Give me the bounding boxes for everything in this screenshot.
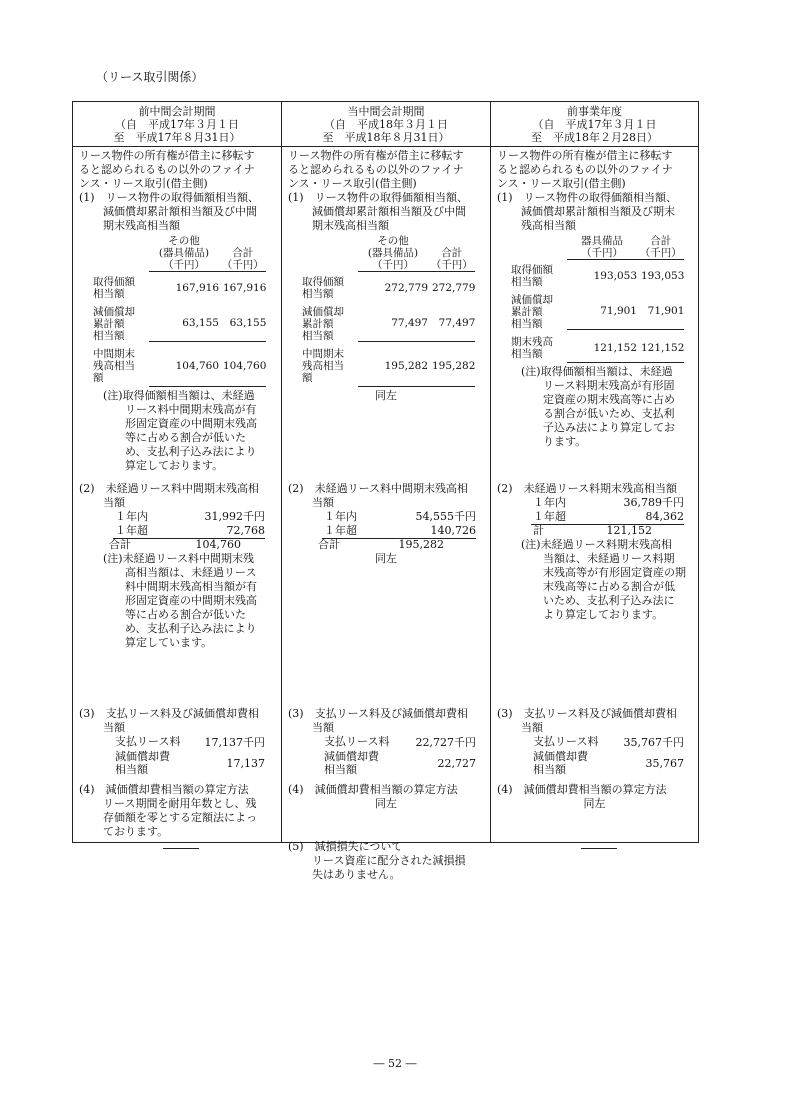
section-2 — [497, 482, 692, 622]
cost-table-head-line: 器具備品 — [581, 235, 623, 247]
section-3 — [497, 707, 692, 778]
balance-total-row — [288, 538, 484, 552]
none-dash — [581, 848, 617, 849]
payment-row — [288, 750, 484, 778]
period-from: （自 平成17年３月１日 — [532, 118, 657, 131]
note-1-line: リース料中間期末残高が有 — [125, 402, 257, 416]
period-from: （自 平成17年３月１日 — [115, 118, 239, 131]
balance-total-label: 合計 — [318, 538, 340, 551]
note-2 — [288, 552, 484, 566]
balance-row-label: １年内 — [324, 510, 357, 523]
note-2 — [79, 552, 275, 650]
s2-title: (2) 未経過リース料中間期末残高相 — [288, 482, 469, 495]
note-2-line: (注)未経過リース料期末残高相 — [521, 538, 673, 551]
payment-row — [79, 750, 275, 778]
cost-row-label-line: 累計額 — [302, 317, 334, 330]
note-1-line: 定資産の期末残高等に占め — [543, 392, 675, 406]
cost-row-label-line: 取得価額 — [511, 263, 553, 276]
payment-row-label — [324, 735, 389, 748]
s3-title: (3) 支払リース料及び減価償却費相 — [288, 707, 469, 720]
note-1-line: (注)取得価額相当額は、未経過 — [103, 388, 255, 402]
cost-table-row — [511, 294, 684, 330]
cost-row-label-line: 相当額 — [302, 287, 334, 300]
period-title: 前事業年度 — [567, 105, 622, 118]
balance-total-label: 合計 — [109, 538, 131, 551]
section-5 — [288, 840, 484, 882]
payment-row-label-line: 減価償却費 — [533, 750, 588, 763]
s1-title: (1) リース物件の取得価額相当額、 — [79, 191, 260, 204]
section-4 — [79, 783, 275, 839]
balance-total-label: 計 — [533, 524, 544, 537]
balance-total-value: 104,760 — [195, 538, 241, 551]
s4-body-line: ております。 — [103, 825, 169, 838]
cost-row-total-value: 167,916 — [223, 281, 267, 294]
cost-table-head-line: （千円） — [581, 247, 623, 259]
s2-title: 当額 — [103, 496, 125, 509]
cost-row-total-value: 77,497 — [428, 306, 475, 342]
intro-text: ると認められるもの以外のファイナ — [288, 163, 464, 176]
cost-table-head-total — [637, 235, 684, 260]
cost-row-total-value: 104,760 — [223, 359, 267, 372]
cost-row-label-line: 額 — [93, 371, 104, 384]
note-1-line: 算定しております。 — [125, 458, 224, 472]
cost-row-label — [302, 348, 358, 384]
balance-row — [288, 524, 484, 538]
note-1-line: 子込み法により算定してお — [543, 420, 675, 434]
intro-text: ンス・リース取引(借主側) — [497, 177, 626, 190]
cost-row-label — [302, 276, 358, 300]
s5-title: (5) 減損損失について — [288, 840, 403, 853]
period-from: （自 平成18年３月１日 — [324, 118, 448, 131]
note-2-line: 末残高等に占める割合が低 — [543, 580, 675, 593]
period-header — [491, 102, 698, 147]
note-2-line: いため、支払利子込み法に — [543, 594, 675, 607]
cost-row-label — [511, 336, 567, 360]
balance-row — [79, 510, 275, 524]
cost-table-end-rule — [149, 386, 219, 387]
note-1-line: 同左 — [375, 388, 397, 402]
cost-row-cat-value: 167,916 — [175, 281, 219, 294]
payment-row-label-line: 相当額 — [324, 763, 357, 776]
s2-title: (2) 未経過リース料期末残高相当額 — [497, 482, 678, 495]
cost-row-label-line: 相当額 — [511, 347, 543, 360]
payment-row-value: 22,727 — [437, 757, 476, 770]
column-prior-fiscal-year — [491, 102, 698, 842]
cost-table-row — [93, 348, 266, 384]
payment-row-label-line: 相当額 — [533, 763, 566, 776]
cost-table-head-line: 合計 — [232, 247, 254, 259]
cost-row-label-line: 残高相当 — [302, 359, 344, 372]
intro-text: ると認められるもの以外のファイナ — [79, 163, 255, 176]
payment-row-value: 17,137千円 — [204, 735, 265, 749]
cost-row-total-value: 121,152 — [641, 341, 685, 354]
cost-table-end-rule — [428, 386, 475, 387]
note-2-line: 形固定資産の中間期末残高 — [125, 594, 257, 607]
s2-title: 当額 — [312, 496, 334, 509]
s1-title: 期末残高相当額 — [103, 219, 180, 232]
cost-table — [79, 235, 275, 387]
note-2-line: より算定しております。 — [543, 608, 664, 621]
cost-row-label-line: 中間期末 — [93, 347, 135, 360]
s1-title: (1) リース物件の取得価額相当額、 — [288, 191, 469, 204]
cost-row-label-line: 取得価額 — [302, 275, 344, 288]
cost-table-head-line: 合計 — [650, 235, 672, 247]
balance-row — [497, 510, 692, 524]
payment-row-label — [115, 750, 170, 776]
cost-row-label-line: 中間期末 — [302, 347, 344, 360]
period-to: 至 平成17年８月31日） — [113, 131, 241, 144]
cost-table-row — [302, 276, 475, 300]
intro-text: リース物件の所有権が借主に移転す — [288, 149, 464, 162]
payment-row-label-line: 支払リース料 — [324, 735, 390, 748]
payment-row — [497, 735, 692, 750]
cost-table-grid — [511, 235, 684, 363]
s5-body-line: リース資産に配分された減損損 — [312, 854, 466, 867]
cost-row-total-value: 193,053 — [641, 269, 685, 282]
cost-table-head-line: （千円） — [639, 247, 682, 259]
s3-title: 当額 — [103, 721, 125, 734]
s1-title: 減価償却累計額相当額及び中間 — [103, 205, 257, 218]
period-header — [73, 102, 281, 147]
payment-row-label-line: 相当額 — [115, 763, 148, 776]
payment-row-value: 22,727千円 — [415, 735, 476, 749]
cost-table-head-line: (器具備品) — [367, 247, 419, 259]
cost-table-head-cat — [567, 235, 637, 260]
payment-row-label-line: 支払リース料 — [533, 735, 599, 748]
cost-row-label-line: 相当額 — [302, 329, 334, 342]
note-1-line: る割合が低いため、支払利 — [543, 406, 675, 420]
cost-table-grid — [93, 235, 266, 387]
balance-total-row — [79, 538, 275, 552]
cost-table-grid — [302, 235, 475, 387]
period-to: 至 平成18年２月28日） — [531, 131, 658, 144]
cost-table — [497, 235, 692, 363]
cost-table-head-line: （千円） — [430, 259, 473, 271]
payment-row-label — [533, 750, 588, 776]
period-header — [282, 102, 490, 147]
balance-row-value: 84,362 — [645, 510, 684, 523]
section-2 — [79, 482, 275, 650]
note-1-line: 等に占める割合が低いた — [125, 430, 246, 444]
section-2 — [288, 482, 484, 566]
payment-row-value: 17,137 — [226, 757, 265, 770]
cost-table-head-line: (器具備品) — [158, 247, 210, 259]
balance-row — [288, 510, 484, 524]
note-1-line: リース料期末残高が有形固 — [543, 378, 675, 392]
balance-total-row — [497, 524, 692, 538]
note-2-line: 高相当額は、未経過リース — [125, 566, 257, 579]
balance-row — [497, 496, 692, 510]
cost-row-label — [511, 264, 567, 288]
payment-row-label — [324, 750, 379, 776]
balance-row-value: 31,992千円 — [204, 510, 265, 523]
cost-row-cat-value: 195,282 — [384, 359, 428, 372]
payment-row-value: 35,767 — [645, 757, 684, 770]
cost-table-row — [93, 306, 266, 342]
s1-title: 残高相当額 — [521, 219, 576, 232]
note-1 — [497, 365, 692, 449]
none-dash — [163, 848, 199, 849]
cost-table-head-line: その他 — [168, 235, 200, 247]
cost-table-end-rule — [637, 362, 684, 363]
period-to: 至 平成18年８月31日） — [322, 131, 450, 144]
cost-row-label-line: 期末残高 — [511, 335, 553, 348]
cost-row-label-line: 相当額 — [93, 329, 125, 342]
note-2-line: 当額は、未経過リース料期 — [543, 552, 675, 565]
cost-row-label-line: 減価償却 — [511, 293, 553, 306]
column-body — [491, 147, 698, 810]
payment-row-label-line: 支払リース料 — [115, 735, 181, 748]
note-1-line: め、支払利子込み法により — [125, 444, 257, 458]
cost-table-end-rule — [567, 362, 637, 363]
s2-title: (2) 未経過リース料中間期末残高相 — [79, 482, 260, 495]
balance-row-label: １年内 — [115, 510, 148, 523]
cost-table-head-line: その他 — [377, 235, 409, 247]
cost-row-total-value: 272,779 — [432, 281, 476, 294]
s1-title: 減価償却累計額相当額及び期末 — [521, 205, 675, 218]
s3-title: (3) 支払リース料及び減価償却費相 — [497, 707, 678, 720]
page-number: ― 52 ― — [373, 1057, 417, 1070]
intro-text: ンス・リース取引(借主側) — [79, 177, 208, 190]
s5-body-line: 失はありません。 — [312, 868, 401, 881]
cost-table-head-line: （千円） — [163, 259, 205, 271]
s3-title: 当額 — [521, 721, 543, 734]
balance-total-value: 121,152 — [606, 524, 652, 537]
section-title: （リース取引関係） — [96, 70, 204, 84]
note-2-line: 算定しています。 — [125, 636, 213, 649]
cost-table-corner — [511, 235, 567, 260]
s3-title: 当額 — [312, 721, 334, 734]
balance-row-value: 54,555千円 — [415, 510, 476, 523]
cost-table-head-total — [428, 235, 475, 272]
cost-row-total-value: 63,155 — [219, 306, 266, 342]
cost-row-cat-value: 71,901 — [567, 294, 637, 330]
period-title: 前中間会計期間 — [138, 105, 216, 118]
column-body — [282, 147, 490, 881]
cost-table-head-total — [219, 235, 266, 272]
cost-table-head-cat — [358, 235, 428, 272]
lease-table — [72, 101, 699, 881]
cost-row-cat-value: 63,155 — [149, 306, 219, 342]
cost-table-row — [511, 336, 684, 360]
payment-row-label — [115, 735, 180, 748]
note-2-line: 等に占める割合が低いた — [125, 608, 246, 621]
cost-row-label — [511, 294, 567, 330]
cost-row-total-value: 71,901 — [637, 294, 684, 330]
payment-row — [288, 735, 484, 750]
column-body — [73, 147, 281, 838]
cost-row-label-line: 累計額 — [511, 305, 543, 318]
s4-body-line: 存価額を零とする定額法によっ — [103, 811, 257, 824]
cost-row-label-line: 累計額 — [93, 317, 125, 330]
balance-row — [79, 524, 275, 538]
intro-text: ると認められるもの以外のファイナ — [497, 163, 673, 176]
cost-table-row — [302, 348, 475, 384]
cost-row-label-line: 減価償却 — [93, 305, 135, 318]
section-3 — [79, 707, 275, 778]
s4-title: (4) 減価償却費相当額の算定方法 — [497, 783, 667, 796]
s4-title: (4) 減価償却費相当額の算定方法 — [79, 783, 249, 796]
cost-table-corner — [93, 235, 149, 272]
balance-row-label: １年超 — [115, 524, 148, 537]
intro-text: ンス・リース取引(借主側) — [288, 177, 417, 190]
note-2-line: 末残高等が有形固定資産の期 — [543, 566, 686, 579]
s4-body-line: 同左 — [375, 797, 397, 810]
balance-row-label: １年内 — [533, 496, 566, 509]
note-2 — [497, 538, 692, 622]
cost-row-label-line: 残高相当 — [93, 359, 135, 372]
note-2-line: 料中間期末残高相当額が有 — [125, 580, 257, 593]
cost-table-end-rule — [219, 386, 266, 387]
note-1-line: (注)取得価額相当額は、未経過 — [521, 364, 673, 378]
cost-row-label — [302, 306, 358, 342]
cost-row-label — [93, 276, 149, 300]
cost-table-head-line: （千円） — [372, 259, 414, 271]
note-1-line: ります。 — [543, 434, 587, 448]
cost-row-total-value: 195,282 — [432, 359, 476, 372]
cost-table — [288, 235, 484, 387]
cost-row-cat-value: 104,760 — [175, 359, 219, 372]
cost-row-cat-value: 272,779 — [384, 281, 428, 294]
cost-table-head-line: 合計 — [441, 247, 463, 259]
column-current-interim — [282, 102, 491, 881]
cost-row-label — [93, 306, 149, 342]
balance-total-value: 195,282 — [398, 538, 444, 551]
note-1 — [79, 389, 275, 473]
s1-title: (1) リース物件の取得価額相当額、 — [497, 191, 678, 204]
cost-table-head-line: （千円） — [221, 259, 264, 271]
cost-row-label-line: 額 — [302, 371, 313, 384]
s1-title: 期末残高相当額 — [312, 219, 389, 232]
balance-row-value: 36,789千円 — [623, 496, 684, 509]
balance-row-value: 140,726 — [430, 524, 476, 537]
balance-row-label: １年超 — [533, 510, 566, 523]
payment-row-label-line: 減価償却費 — [115, 750, 170, 763]
section-3 — [288, 707, 484, 778]
cost-table-head-cat — [149, 235, 219, 272]
intro-text: リース物件の所有権が借主に移転す — [79, 149, 255, 162]
cost-row-label-line: 取得価額 — [93, 275, 135, 288]
s4-body-line: リース期間を耐用年数とし、残 — [103, 797, 257, 810]
note-2-line: (注)未経過リース料中間期末残 — [103, 552, 255, 565]
payment-row-value: 35,767千円 — [623, 735, 684, 749]
intro-text: リース物件の所有権が借主に移転す — [497, 149, 673, 162]
balance-row-label: １年超 — [324, 524, 357, 537]
cost-table-row — [93, 276, 266, 300]
period-title: 当中間会計期間 — [347, 105, 425, 118]
cost-row-label — [93, 348, 149, 384]
cost-row-cat-value: 121,152 — [593, 341, 637, 354]
cost-table-row — [511, 264, 684, 288]
section-4 — [288, 783, 484, 811]
s4-title: (4) 減価償却費相当額の算定方法 — [288, 783, 458, 796]
payment-row-label-line: 減価償却費 — [324, 750, 379, 763]
cost-row-label-line: 相当額 — [511, 275, 543, 288]
cost-row-label-line: 相当額 — [93, 287, 125, 300]
cost-row-cat-value: 77,497 — [358, 306, 428, 342]
note-1 — [288, 389, 484, 403]
s4-body-line: 同左 — [583, 797, 606, 810]
cost-table-row — [302, 306, 475, 342]
note-1-line: 形固定資産の中間期末残高 — [125, 416, 257, 430]
cost-table-corner — [302, 235, 358, 272]
column-prior-interim — [73, 102, 282, 842]
payment-row — [497, 750, 692, 778]
cost-row-cat-value: 193,053 — [593, 269, 637, 282]
note-2-line: 同左 — [375, 552, 397, 565]
s1-title: 減価償却累計額相当額及び中間 — [312, 205, 466, 218]
section-4 — [497, 783, 692, 811]
payment-row — [79, 735, 275, 750]
note-2-line: め、支払利子込み法により — [125, 622, 257, 635]
cost-row-label-line: 相当額 — [511, 317, 543, 330]
s3-title: (3) 支払リース料及び減価償却費相 — [79, 707, 260, 720]
cost-row-label-line: 減価償却 — [302, 305, 344, 318]
payment-row-label — [533, 735, 598, 748]
balance-row-value: 72,768 — [226, 524, 265, 537]
cost-table-end-rule — [358, 386, 428, 387]
